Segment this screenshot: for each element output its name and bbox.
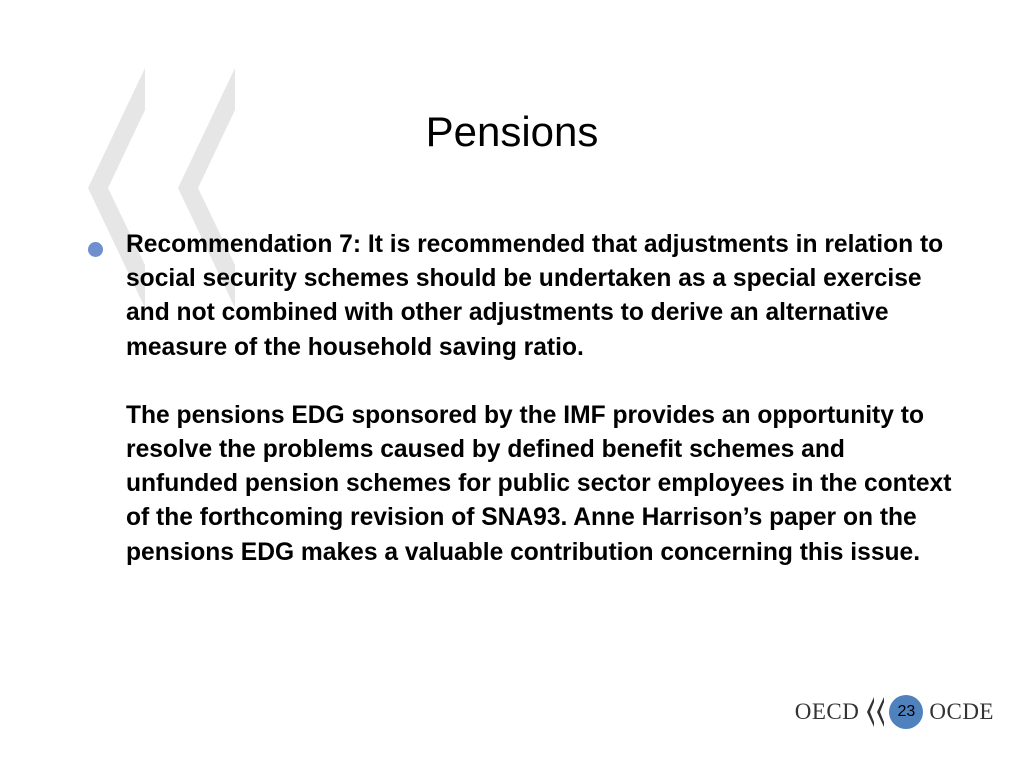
slide-title: Pensions bbox=[425, 108, 599, 155]
org-name-oecd: OECD bbox=[794, 699, 860, 724]
bullet-item bbox=[82, 228, 952, 570]
org-name-ocde: OCDE bbox=[929, 699, 994, 724]
recommendation-paragraph: Recommendation 7: It is recommended that adjustments in relation to social security schemes should be undertaken as a special exercise and not combined with other adjustments to derive an alternative measure of the household saving ratio. bbox=[126, 231, 944, 361]
page-number-badge: 23 bbox=[889, 695, 923, 729]
bullet-text bbox=[126, 228, 952, 570]
slide-body bbox=[82, 228, 952, 570]
oecd-logo-quote-icon bbox=[865, 695, 887, 729]
bullet-dot-icon bbox=[88, 242, 103, 257]
footer bbox=[795, 694, 994, 730]
pensions-edg-paragraph: The pensions EDG sponsored by the IMF provides an opportunity to resolve the problems caused by defined benefit schemes and unfunded pension schemes for public sector employees in the context of the forthcoming revision of SNA93. Anne Harrison’s paper on the pensions EDG makes a valuable contribution concerning this issue. bbox=[126, 401, 952, 566]
